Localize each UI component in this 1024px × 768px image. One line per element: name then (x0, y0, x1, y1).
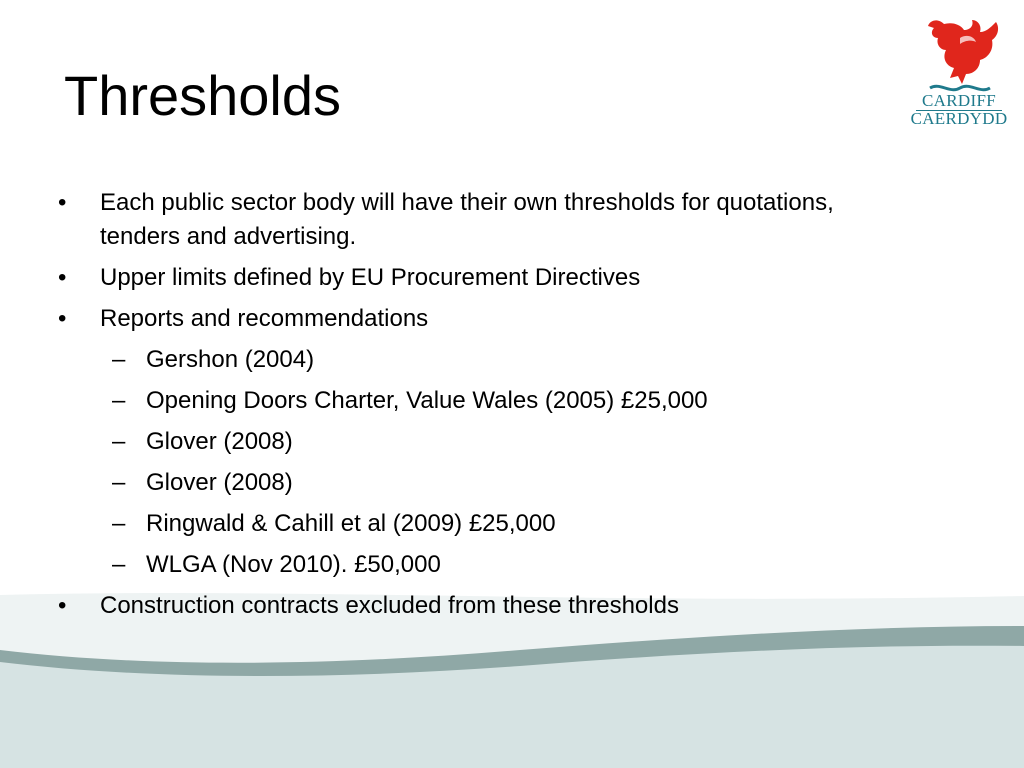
sub-bullet-text: WLGA (Nov 2010). £50,000 (146, 551, 441, 578)
sub-bullet-marker: – (112, 551, 126, 578)
sub-bullet-marker: – (112, 428, 126, 455)
sub-bullet-text: Opening Doors Charter, Value Wales (2005) £25,000 (146, 387, 708, 414)
logo-text-welsh: CAERDYDD (910, 109, 1008, 128)
sub-bullet-item (58, 384, 858, 418)
bullet-marker: • (58, 189, 67, 216)
sub-bullet-item (58, 425, 858, 459)
bullet-item (58, 302, 858, 336)
bullet-text: Construction contracts excluded from these thresholds (100, 592, 679, 619)
sub-bullet-text: Ringwald & Cahill et al (2009) £25,000 (146, 510, 556, 537)
sub-bullet-item (58, 466, 858, 500)
sub-bullet-item (58, 507, 858, 541)
waves-mark-icon (930, 86, 990, 89)
bullet-item (58, 589, 858, 623)
sub-bullet-marker: – (112, 510, 126, 537)
bullet-item (58, 186, 858, 254)
sub-bullet-text: Glover (2008) (146, 428, 293, 455)
sub-bullet-marker: – (112, 346, 126, 373)
sub-bullet-item (58, 548, 858, 582)
bullet-marker: • (58, 305, 67, 332)
bullet-text: Reports and recommendations (100, 305, 429, 332)
sub-bullet-marker: – (112, 387, 126, 414)
bullet-text: Each public sector body will have their own thresholds for quotations, tenders and advertising. (100, 189, 834, 250)
sub-bullet-text: Gershon (2004) (146, 346, 315, 373)
sub-bullet-text: Glover (2008) (146, 469, 293, 496)
slide-title: Thresholds (64, 64, 342, 127)
bullet-list (58, 186, 858, 630)
cardiff-logo (906, 14, 1012, 132)
bullet-item (58, 261, 858, 295)
sub-bullet-item (58, 343, 858, 377)
bullet-text: Upper limits defined by EU Procurement Directives (100, 264, 641, 291)
dragon-icon (916, 14, 1002, 98)
logo-text-english: CARDIFF (922, 91, 996, 110)
bullet-marker: • (58, 264, 67, 291)
sub-bullet-marker: – (112, 469, 126, 496)
bullet-marker: • (58, 592, 67, 619)
